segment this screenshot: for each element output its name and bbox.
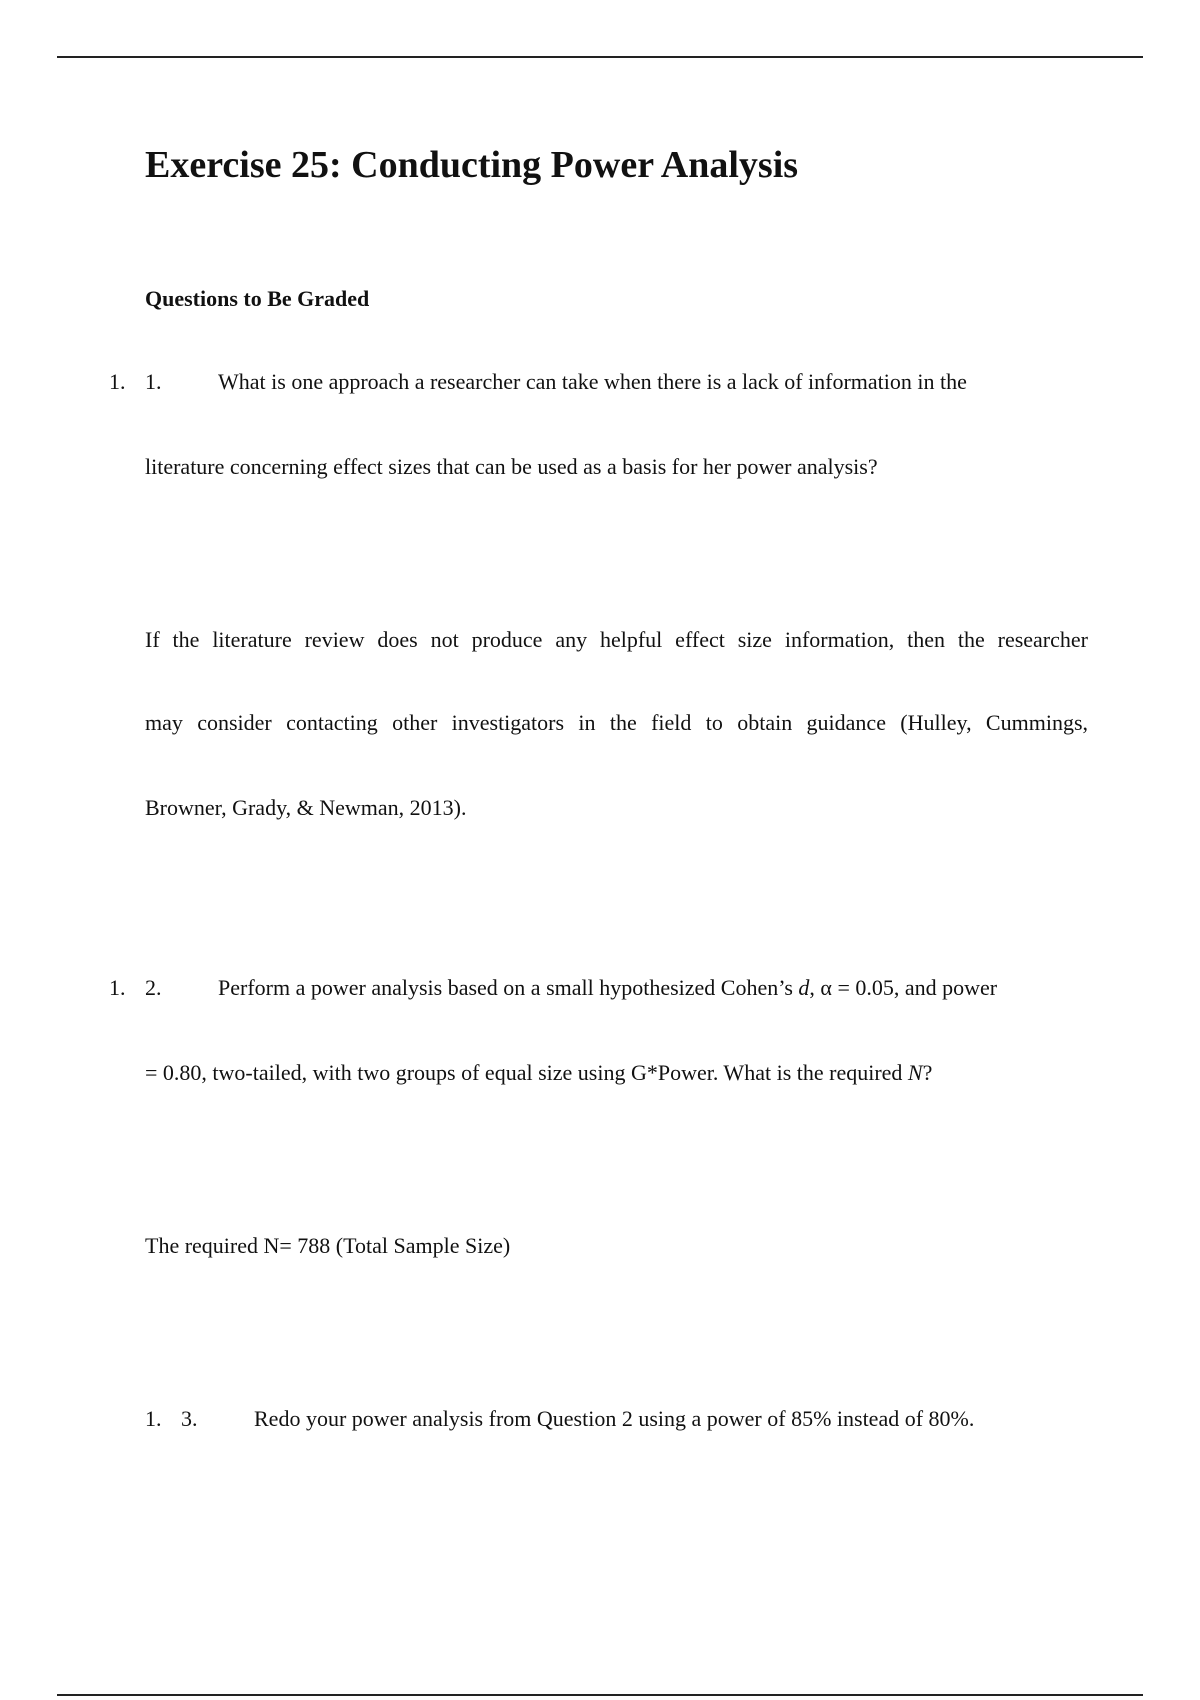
- question-text-line: Perform a power analysis based on a small hypothesized Cohen’s d, α = 0.05, and power: [218, 975, 998, 1000]
- header-rule: [57, 56, 1143, 58]
- list-marker: 1.: [109, 369, 126, 394]
- question-number: 3.: [181, 1406, 198, 1431]
- list-marker: 1.: [109, 975, 126, 1000]
- answer-text-line: The required N= 788 (Total Sample Size): [145, 1233, 511, 1258]
- question-text-line: Redo your power analysis from Question 2 using a power of 85% instead of 80%.: [254, 1406, 975, 1431]
- question-number: 2.: [145, 975, 162, 1000]
- question-text-line: = 0.80, two-tailed, with two groups of equal size using G*Power. What is the required N?: [145, 1060, 933, 1085]
- question-text-line: literature concerning effect sizes that can be used as a basis for her power analysis?: [145, 454, 878, 479]
- question-number: 1.: [145, 369, 162, 394]
- answer-text-line: Browner, Grady, & Newman, 2013).: [145, 795, 467, 820]
- answer-text-line: If the literature review does not produce any helpful effect size information, then the researcher: [145, 627, 1088, 652]
- list-marker: 1.: [145, 1406, 162, 1431]
- page-title: Exercise 25: Conducting Power Analysis: [145, 144, 799, 186]
- question-text-line: What is one approach a researcher can take when there is a lack of information in the: [218, 369, 967, 394]
- footer-rule: [57, 1694, 1143, 1696]
- answer-text-line: may consider contacting other investigators in the field to obtain guidance (Hulley, Cummings,: [145, 710, 1088, 735]
- section-heading: Questions to Be Graded: [145, 286, 370, 311]
